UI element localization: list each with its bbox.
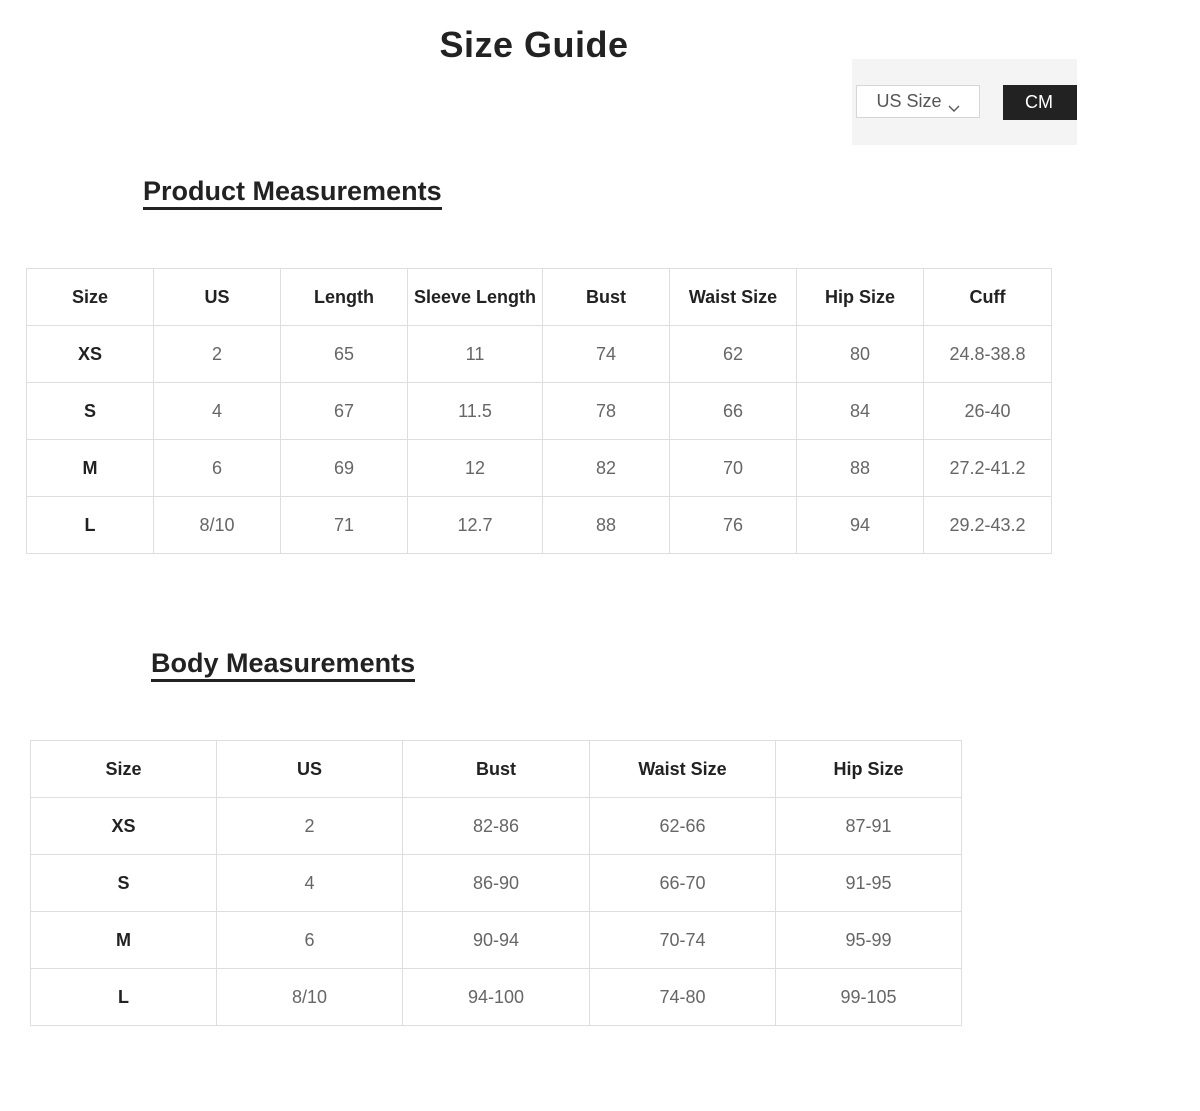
table-cell: 11 [408,326,543,383]
table-cell: 65 [281,326,408,383]
table-cell: 90-94 [403,912,590,969]
table-cell: 99-105 [776,969,962,1026]
table-row [27,497,1052,554]
table-row [31,969,962,1026]
table-cell: 91-95 [776,855,962,912]
table-row [27,326,1052,383]
column-header: Bust [403,741,590,798]
table-cell: 12 [408,440,543,497]
table-cell: 4 [217,855,403,912]
table-header-row [31,741,962,798]
table-cell: 4 [154,383,281,440]
size-cell: S [27,383,154,440]
table-cell: 74-80 [590,969,776,1026]
table-cell: 86-90 [403,855,590,912]
column-header: Size [27,269,154,326]
size-cell: M [31,912,217,969]
product-measurements-table [26,268,1052,554]
table-cell: 27.2-41.2 [924,440,1052,497]
table-cell: 24.8-38.8 [924,326,1052,383]
table-cell: 8/10 [217,969,403,1026]
table-cell: 66 [670,383,797,440]
table-cell: 95-99 [776,912,962,969]
table-cell: 88 [797,440,924,497]
table-cell: 2 [217,798,403,855]
table-cell: 88 [543,497,670,554]
column-header: Length [281,269,408,326]
table-cell: 26-40 [924,383,1052,440]
table-cell: 66-70 [590,855,776,912]
column-header: Hip Size [776,741,962,798]
table-cell: 29.2-43.2 [924,497,1052,554]
table-cell: 82-86 [403,798,590,855]
size-cell: M [27,440,154,497]
table-row [27,440,1052,497]
table-row [31,798,962,855]
body-measurements-heading: Body Measurements [151,647,415,682]
page-title: Size Guide [439,24,629,65]
table-cell: 69 [281,440,408,497]
table-cell: 80 [797,326,924,383]
table-cell: 94 [797,497,924,554]
size-system-select[interactable] [856,85,980,118]
table-row [31,912,962,969]
table-row [31,855,962,912]
size-cell: L [27,497,154,554]
product-measurements-heading: Product Measurements [143,175,442,210]
column-header: Hip Size [797,269,924,326]
table-cell: 67 [281,383,408,440]
size-cell: XS [31,798,217,855]
table-cell: 62-66 [590,798,776,855]
table-row [27,383,1052,440]
table-cell: 76 [670,497,797,554]
table-cell: 71 [281,497,408,554]
table-cell: 8/10 [154,497,281,554]
table-cell: 82 [543,440,670,497]
size-cell: XS [27,326,154,383]
column-header: Bust [543,269,670,326]
table-cell: 87-91 [776,798,962,855]
table-cell: 74 [543,326,670,383]
column-header: Waist Size [590,741,776,798]
chevron-down-icon [948,98,960,110]
table-cell: 70-74 [590,912,776,969]
table-cell: 70 [670,440,797,497]
body-measurements-table [30,740,962,1026]
unit-settings-panel [852,59,1077,145]
column-header: Size [31,741,217,798]
table-header-row [27,269,1052,326]
column-header: Waist Size [670,269,797,326]
table-cell: 12.7 [408,497,543,554]
table-cell: 11.5 [408,383,543,440]
table-cell: 78 [543,383,670,440]
table-cell: 94-100 [403,969,590,1026]
column-header: Sleeve Length [408,269,543,326]
size-system-select-label: US Size [876,91,942,111]
table-cell: 62 [670,326,797,383]
column-header: US [154,269,281,326]
column-header: US [217,741,403,798]
size-cell: S [31,855,217,912]
table-cell: 2 [154,326,281,383]
table-cell: 6 [154,440,281,497]
size-cell: L [31,969,217,1026]
column-header: Cuff [924,269,1052,326]
unit-cm-button[interactable]: CM [1003,85,1077,120]
table-cell: 84 [797,383,924,440]
table-cell: 6 [217,912,403,969]
